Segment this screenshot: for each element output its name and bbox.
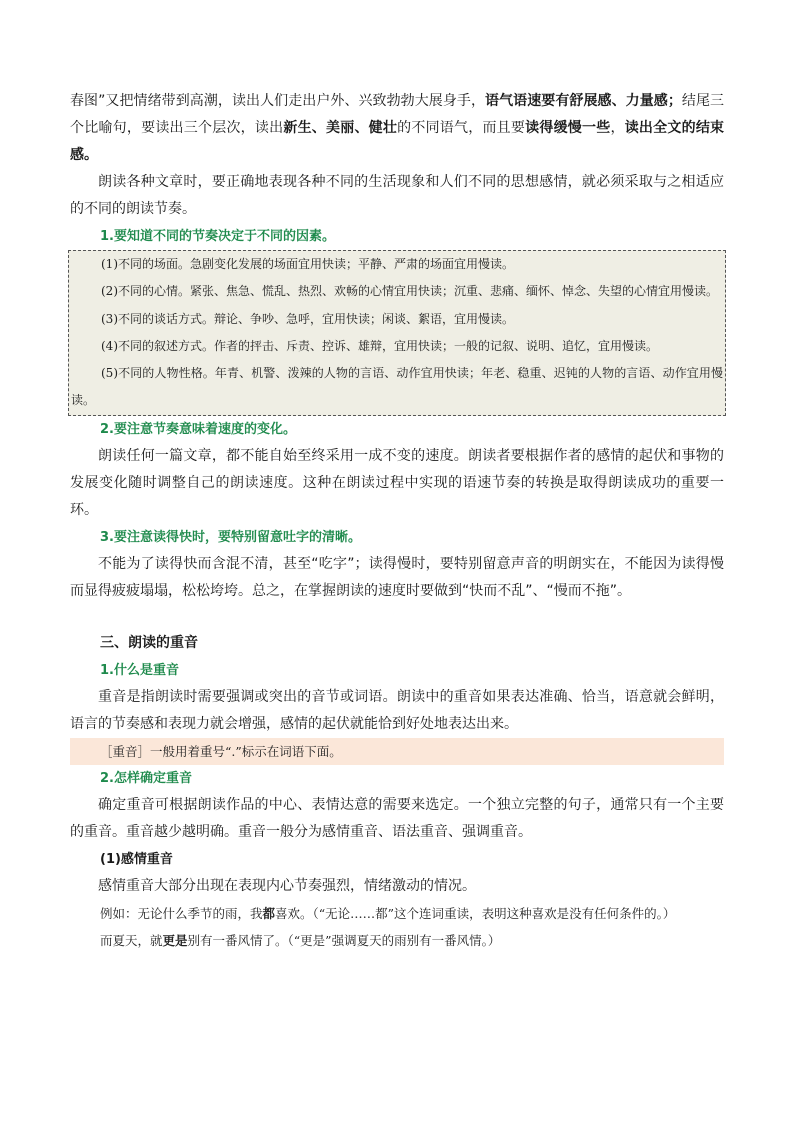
factor-item: (4)不同的叙述方式。作者的抨击、斥责、控诉、雄辩，宜用快读；一般的记叙、说明、追忆，宜用慢读。 — [101, 338, 659, 353]
factor-item: (5)不同的人物性格。年青、机警、泼辣的人物的言语、动作宜用快读；年老、稳重、迟钝的人物的言语、动作宜用慢读。 — [71, 366, 723, 408]
text-run: 喜欢。（“无论……都”这个连词重读，表明这种喜欢是没有任何条件的。） — [275, 905, 676, 921]
text-run: 别有一番风情了。（“更是”强调夏天的雨别有一番风情。） — [187, 932, 501, 948]
factor-item: (2)不同的心情。紧张、焦急、慌乱、热烈、欢畅的心情宜用快读；沉重、悲痛、缅怀、悼念、失望的心情宜用慢读。 — [101, 284, 719, 299]
heading-what-is-stress: 1.什么是重音 — [100, 662, 179, 678]
factors-box — [68, 250, 726, 416]
section-title-stress: 三、朗读的重音 — [100, 634, 198, 651]
paragraph-emotional-stress: 感情重音大部分出现在表现内心节奏强烈，情绪激动的情况。 — [98, 877, 476, 894]
text-run: 例如：无论什么季节的雨，我 — [100, 905, 263, 921]
example-sentence-2 — [70, 927, 724, 954]
document-content — [70, 88, 724, 954]
factor-item: (1)不同的场面。急剧变化发展的场面宜用快读；平静、严肃的场面宜用慢读。 — [101, 257, 515, 271]
bold-run: 更是 — [162, 932, 188, 948]
spacer — [70, 605, 724, 630]
text-run: 而夏天，就 — [100, 932, 163, 948]
text-run: 结尾三个比喻句，要读出三个层次，读出 — [70, 93, 725, 136]
text-run: 春图”又把情绪带到高潮，读出人们走出户外、兴致勃勃大展身手， — [70, 93, 486, 109]
text-run: 的不同语气，而且要 — [397, 120, 526, 136]
stress-note-box: ［重音］一般用着重号“.”标示在词语下面。 — [70, 738, 724, 765]
paragraph-rhythm-intro: 朗读各种文章时，要正确地表现各种不同的生活现象和人们不同的思想感情，就必须采取与之相适应的不同的朗读节奏。 — [70, 174, 724, 217]
paragraph-clarity: 不能为了读得快而含混不清，甚至“吃字”；读得慢时，要特别留意声音的明朗实在，不能因为读得慢而显得疲疲塌塌，松松垮垮。总之，在掌握朗读的速度时要做到“快而不乱”、“慢而不拖”。 — [70, 555, 724, 599]
heading-rhythm-factors: 1.要知道不同的节奏决定于不同的因素。 — [100, 229, 335, 244]
factor-item: (3)不同的谈话方式。辩论、争吵、急呼，宜用快读；闲谈、絮语，宜用慢读。 — [101, 311, 515, 326]
bold-run: 都 — [262, 905, 276, 921]
bold-run: 语气语速要有舒展感、力量感； — [485, 93, 682, 109]
text-run: ， — [610, 120, 625, 136]
bold-run: 新生、美丽、健壮 — [283, 120, 398, 136]
heading-speed-change: 2.要注意节奏意味着速度的变化。 — [100, 421, 296, 437]
example-sentence-1 — [70, 900, 724, 927]
bold-run: 读得缓慢一些 — [525, 120, 611, 136]
paragraph-stress-definition: 重音是指朗读时需要强调或突出的音节或词语。朗读中的重音如果表达准确、恰当，语意就会鲜明，语言的节奏感和表现力就会增强，感情的起伏就能恰到好处地表达出来。 — [70, 688, 724, 732]
heading-clarity: 3.要注意读得快时，要特别留意吐字的清晰。 — [100, 529, 361, 545]
subheading-emotional-stress: (1)感情重音 — [100, 851, 173, 867]
paragraph-stress-method: 确定重音可根据朗读作品的中心、表情达意的需要来选定。一个独立完整的句子，通常只有一个主要的重音。重音越少越明确。重音一般分为感情重音、语法重音、强调重音。 — [70, 796, 724, 840]
bold-run: 读出全文的结束感。 — [70, 120, 725, 163]
heading-how-to-stress: 2.怎样确定重音 — [100, 770, 192, 786]
paragraph-reading-guidance — [70, 88, 724, 169]
paragraph-speed-change: 朗读任何一篇文章，都不能自始至终采用一成不变的速度。朗读者要根据作者的感情的起伏和事物的发展变化随时调整自己的朗读速度。这种在朗读过程中实现的语速节奏的转换是取得朗读成功的重要一环。 — [70, 447, 724, 518]
